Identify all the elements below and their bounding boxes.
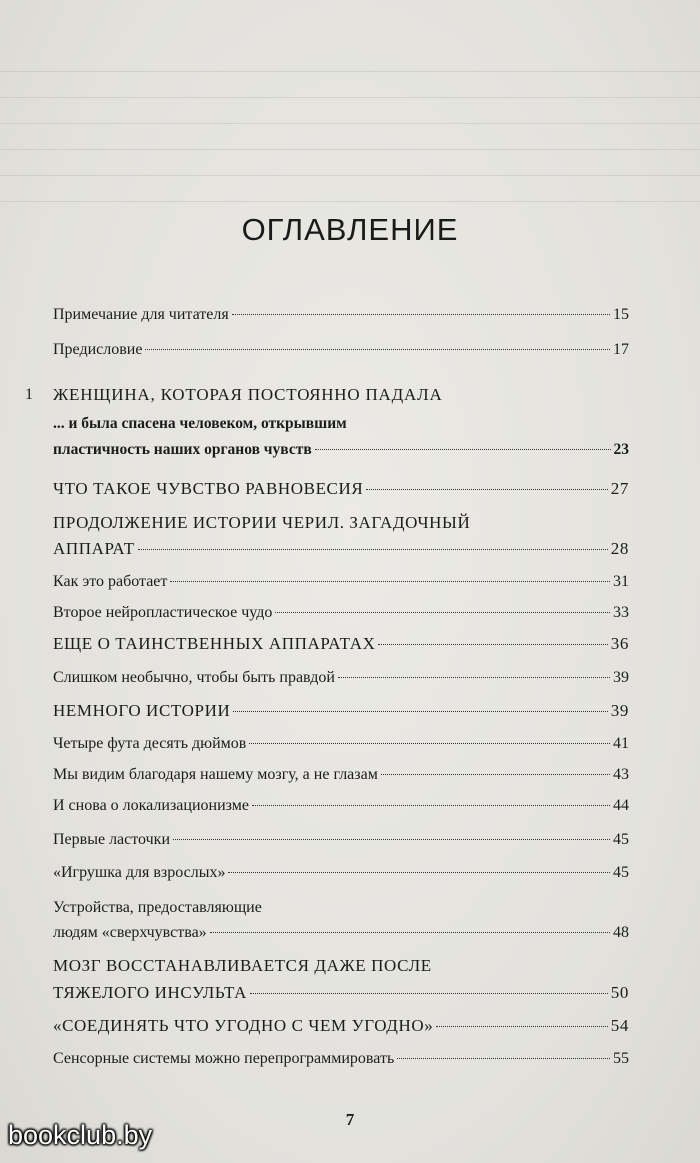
toc-entry [53,922,629,944]
toc-entry [53,478,629,500]
entry-title: Предисловие [53,341,143,358]
entry-title: людям «сверхчувства» [53,924,207,941]
toc-entry [53,602,629,624]
entry-page: 39 [610,701,629,720]
dot-leader [378,644,607,645]
toc-entry [53,571,629,593]
dot-leader [138,549,608,550]
dot-leader [173,839,610,840]
entry-page: 45 [613,864,629,881]
entry-title-line1: ПРОДОЛЖЕНИЕ ИСТОРИИ ЧЕРИЛ. ЗАГАДОЧНЫЙ [53,513,471,532]
entry-title: ТЯЖЕЛОГО ИНСУЛЬТА [53,983,248,1002]
entry-title: Примечание для читателя [53,306,229,323]
entry-page: 41 [613,735,629,752]
entry-title: «СОЕДИНЯТЬ ЧТО УГОДНО С ЧЕМ УГОДНО» [53,1016,434,1035]
toc-entry [53,538,629,560]
chapter-subtitle-line2: пластичность наших органов чувств [53,441,312,458]
entry-page: 31 [613,573,629,590]
entry-page: 28 [610,539,629,558]
dot-leader [275,612,610,613]
dot-leader [228,872,610,873]
entry-page: 54 [610,1016,629,1035]
dot-leader [250,993,608,994]
entry-page: 27 [610,479,629,498]
entry-title: Мы видим благодаря нашему мозгу, а не глазам [53,766,378,783]
chapter-subtitle-entry [53,439,629,461]
entry-title: Как это работает [53,573,168,590]
dot-leader [210,932,610,933]
dot-leader [315,449,611,450]
dot-leader [233,711,607,712]
toc-entry [53,795,629,817]
toc-entry [53,1048,629,1070]
entry-title: Сенсорные системы можно перепрограммировать [53,1050,395,1067]
entry-title: Четыре фута десять дюймов [53,735,247,752]
toc-entry [53,862,629,884]
entry-page: 45 [613,831,629,848]
chapter-subtitle-line1: ... и была спасена человеком, открывшим [53,415,347,432]
entry-title-line1: МОЗГ ВОССТАНАВЛИВАЕТСЯ ДАЖЕ ПОСЛЕ [53,956,432,975]
toc-entry [53,1015,629,1037]
toc-entry [53,700,629,722]
dot-leader [249,743,610,744]
dot-leader [436,1026,607,1027]
entry-page: 43 [613,766,629,783]
entry-title: ЕЩЕ О ТАИНСТВЕННЫХ АППАРАТАХ [53,634,376,653]
entry-title: ЧТО ТАКОЕ ЧУВСТВО РАВНОВЕСИЯ [53,479,364,498]
entry-page: 23 [613,441,629,458]
toc-heading: ОГЛАВЛЕНИЕ [241,212,459,247]
entry-page: 50 [610,983,629,1002]
dot-leader [145,349,610,350]
toc-entry [53,667,629,689]
entry-title: Первые ласточки [53,831,170,848]
dot-leader [397,1058,610,1059]
entry-page: 17 [613,341,629,358]
toc-entry-note [53,304,629,326]
dot-leader [381,774,610,775]
chapter-number: 1 [25,386,33,403]
entry-title: «Игрушка для взрослых» [53,864,226,881]
entry-title: Второе нейропластическое чудо [53,604,273,621]
entry-page: 55 [613,1050,629,1067]
entry-title: НЕМНОГО ИСТОРИИ [53,701,231,720]
entry-title: АППАРАТ [53,539,135,558]
entry-title-line1: Устройства, предоставляющие [53,899,262,916]
entry-page: 48 [613,924,629,941]
dot-leader [338,677,610,678]
entry-page: 15 [613,306,629,323]
toc-entry [53,764,629,786]
dot-leader [366,489,607,490]
page-number: 7 [345,1110,355,1129]
dot-leader [232,314,610,315]
watermark: bookclub.by [8,1120,153,1150]
toc-entry [53,982,629,1004]
entry-page: 44 [613,797,629,814]
entry-page: 39 [613,669,629,686]
toc-entry [53,829,629,851]
toc-entry-preface [53,339,629,361]
dot-leader [170,581,610,582]
chapter-title: ЖЕНЩИНА, КОТОРАЯ ПОСТОЯННО ПАДАЛА [53,385,443,404]
toc-entry [53,633,629,655]
toc-entry [53,733,629,755]
entry-page: 36 [610,634,629,653]
dot-leader [252,805,610,806]
entry-title: Слишком необычно, чтобы быть правдой [53,669,335,686]
entry-page: 33 [613,604,629,621]
entry-title: И снова о локализационизме [53,797,249,814]
